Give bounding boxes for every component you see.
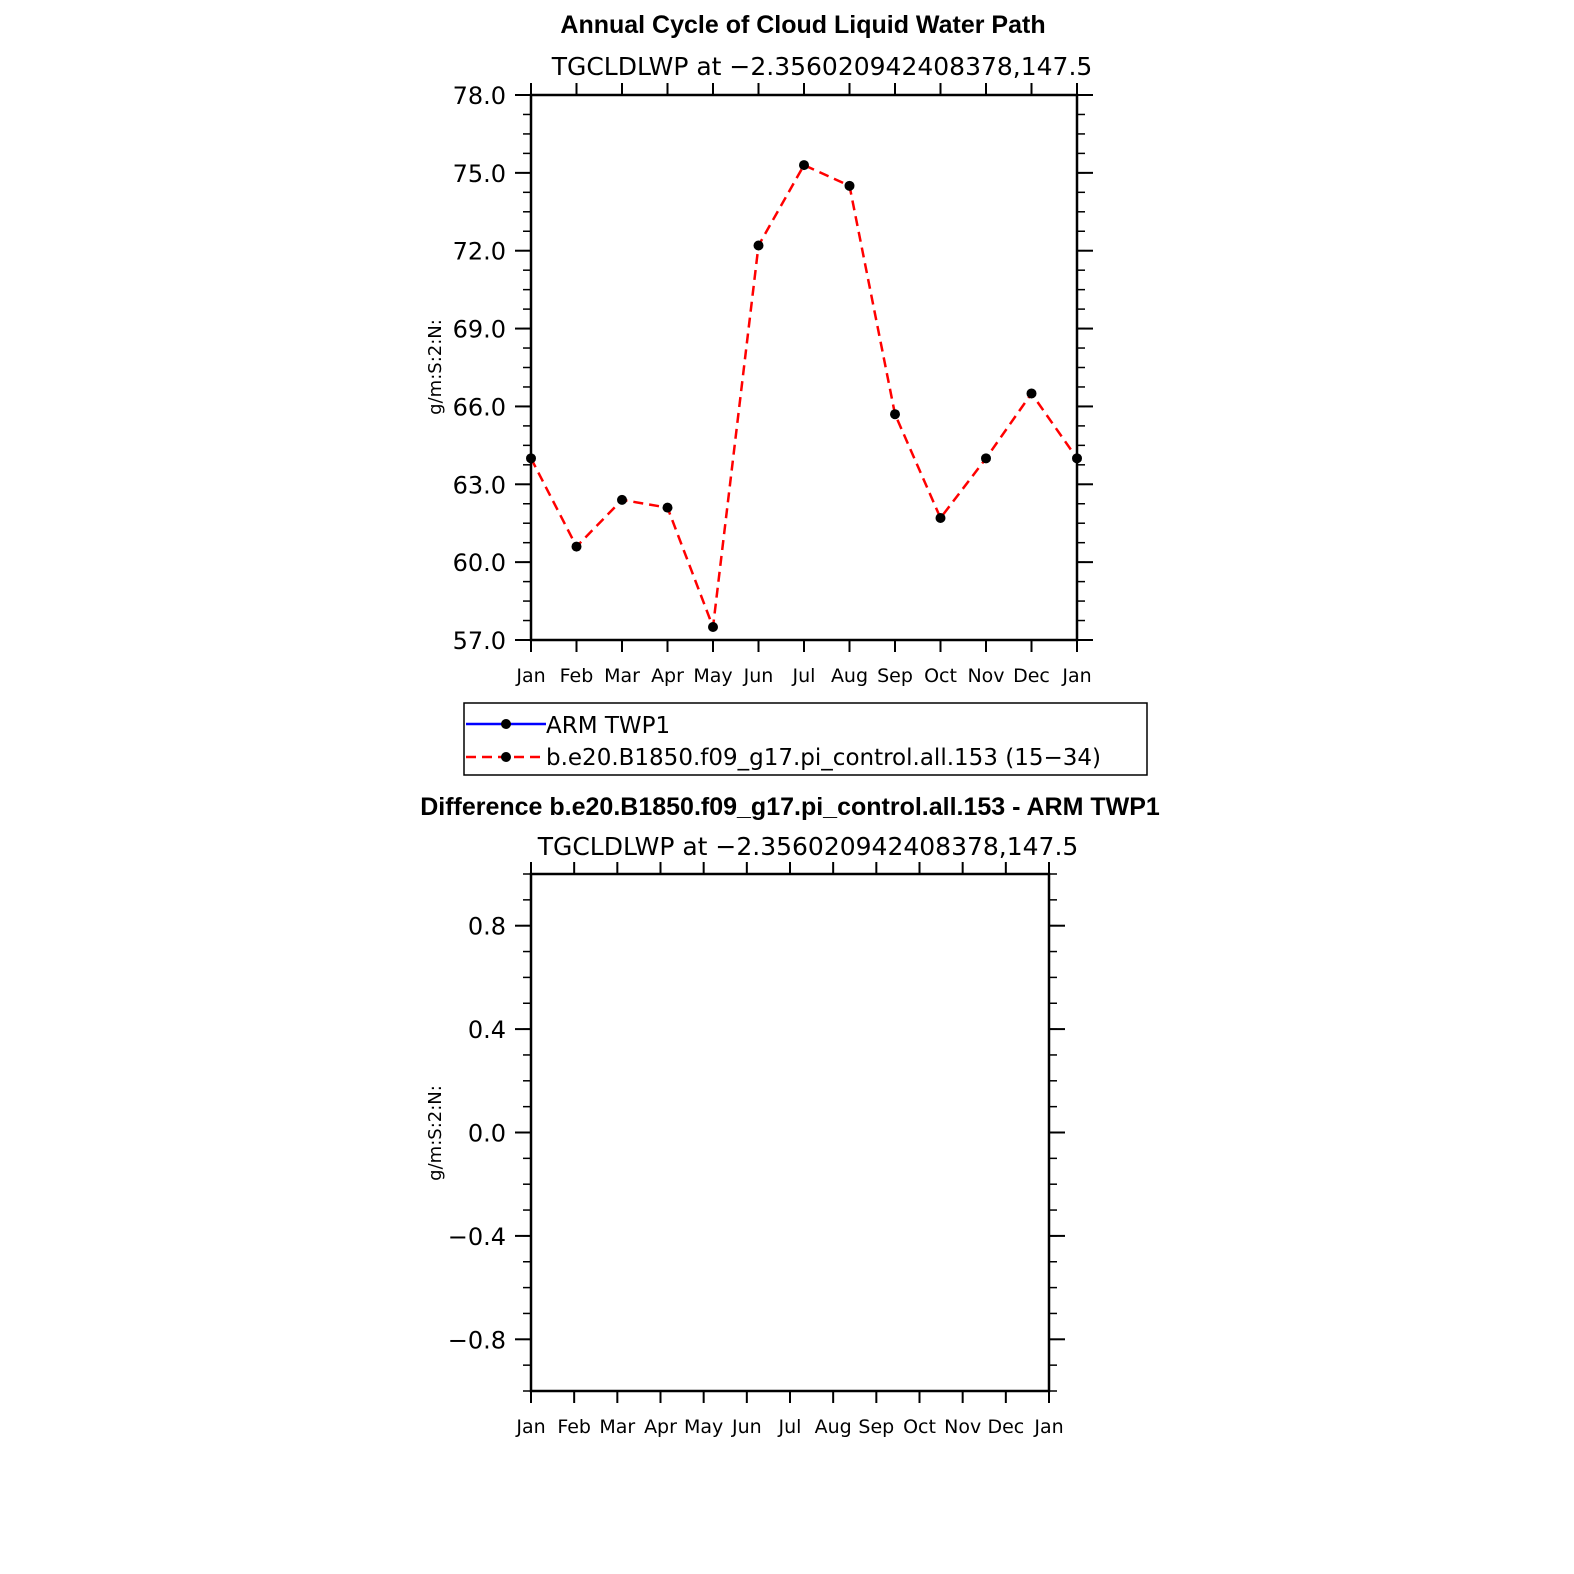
difference-chart [420, 793, 1160, 1438]
legend-arm-label: ARM TWP1 [546, 713, 671, 739]
y-tick-label: 75.0 [452, 159, 506, 188]
x-tick-label: Nov [967, 665, 1005, 687]
data-point [845, 181, 855, 191]
chart2-subtitle: TGCLDLWP at −2.356020942408378,147.5 [537, 832, 1079, 861]
y-tick-label: 57.0 [452, 627, 506, 655]
x-tick-label: Dec [987, 1416, 1025, 1438]
x-tick-label: May [684, 1416, 724, 1438]
x-tick-label: Jun [731, 1416, 762, 1438]
data-point [1027, 388, 1037, 398]
y-tick-label: 72.0 [452, 237, 506, 266]
y-tick-label: 60.0 [452, 549, 506, 578]
y-tick-label: 66.0 [452, 393, 506, 422]
data-point [663, 503, 673, 513]
y-tick-label: −0.8 [447, 1326, 506, 1355]
x-tick-label: Feb [559, 665, 594, 687]
x-tick-label: Aug [830, 665, 869, 687]
y-tick-label: 0.4 [467, 1016, 506, 1045]
x-tick-label: Oct [924, 665, 957, 687]
legend-model-marker [501, 752, 511, 762]
annual-cycle-chart [425, 11, 1093, 687]
chart1-y-axis-label: g/m:S:2:N: [425, 319, 446, 415]
y-tick-label: 69.0 [452, 315, 506, 344]
legend-arm-marker [501, 719, 511, 729]
x-tick-label: Jan [1034, 1416, 1064, 1438]
chart1-title: Annual Cycle of Cloud Liquid Water Path [560, 11, 1046, 39]
y-tick-label: 0.8 [467, 912, 506, 941]
data-point [617, 495, 627, 505]
x-tick-label: Jan [1062, 665, 1092, 687]
y-tick-label: 63.0 [452, 471, 506, 500]
x-tick-label: Sep [877, 665, 913, 687]
x-tick-label: Apr [644, 1416, 677, 1438]
chart2-title: Difference b.e20.B1850.f09_g17.pi_control.all.153 - ARM TWP1 [420, 793, 1160, 821]
y-tick-label: 78.0 [452, 82, 506, 110]
x-tick-label: Jul [792, 665, 816, 687]
x-tick-label: Feb [557, 1416, 591, 1438]
x-tick-label: Mar [604, 665, 640, 687]
data-point [708, 622, 718, 632]
x-tick-label: Jan [516, 1416, 546, 1438]
data-point [754, 241, 764, 251]
data-point [936, 513, 946, 523]
x-tick-label: Apr [651, 665, 684, 687]
legend [464, 703, 1147, 775]
x-tick-label: Nov [944, 1416, 982, 1438]
x-tick-label: Jun [743, 665, 774, 687]
data-point [890, 409, 900, 419]
y-tick-label: −0.4 [447, 1222, 506, 1251]
x-tick-label: Mar [599, 1416, 636, 1438]
x-tick-label: Jul [778, 1416, 802, 1438]
x-tick-label: Dec [1013, 665, 1050, 687]
x-tick-label: Aug [814, 1416, 852, 1438]
chart2-y-axis-label: g/m:S:2:N: [425, 1085, 446, 1181]
data-point [799, 160, 809, 170]
chart2-plot-frame [531, 874, 1049, 1391]
data-point [981, 453, 991, 463]
x-tick-label: Oct [903, 1416, 936, 1438]
x-tick-label: Jan [516, 665, 546, 687]
y-tick-label: 0.0 [467, 1119, 506, 1148]
data-point [572, 542, 582, 552]
legend-model-label: b.e20.B1850.f09_g17.pi_control.all.153 (15−34) [546, 745, 1101, 771]
x-tick-label: Sep [858, 1416, 895, 1438]
chart1-plot-frame [531, 95, 1077, 640]
x-tick-label: May [693, 665, 733, 687]
series-line [531, 165, 1077, 627]
chart1-subtitle: TGCLDLWP at −2.356020942408378,147.5 [551, 52, 1093, 81]
